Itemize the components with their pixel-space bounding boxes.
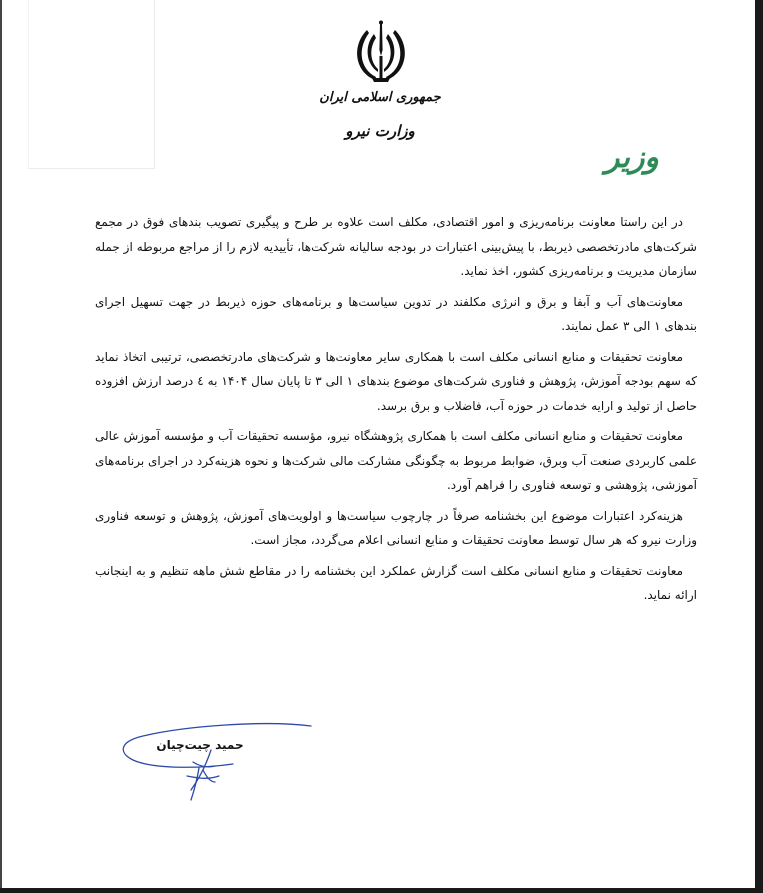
paragraph: هزینه‌کرد اعتبارات موضوع این بخشنامه صرفاً در چارچوب سیاست‌ها و اولویت‌های آموزش، پژوهش و توسعه فناوری وزارت نیرو که هر سال توسط معاونت تحقیقات و منابع انسانی اعلام می‌گردد، مجاز است. (95, 508, 697, 547)
scan-edge-right (755, 0, 763, 893)
scan-edge-left (0, 0, 2, 893)
paragraph: معاونت تحقیقات و منابع انسانی مکلف است گزارش عملکرد این بخشنامه را در مقاطع شش ماهه تنظیم و به اینجانب ارائه نماید. (95, 563, 697, 602)
country-name: جمهوری اسلامی ایران (319, 90, 441, 105)
scan-margin-box (28, 0, 155, 169)
letter-body (95, 210, 697, 614)
paragraph: در این راستا معاونت برنامه‌ریزی و امور اقتصادی، مکلف است علاوه بر طرح و پیگیری تصویب بندهای فوق در مجمع شرکت‌های مادرتخصصی ذیربط، با پیش‌بینی اعتبارات در بودجه سالیانه شرکت‌ها، تأییدیه لازم را از مراجع مربوطه از جمله سازمان مدیریت و برنامه‌ریزی کشور، اخذ نماید. (95, 215, 697, 278)
letter-title: وزیر (605, 140, 659, 175)
paragraph: معاونت‌های آب و آبفا و برق و انرژی مکلفند در تدوین سیاست‌ها و برنامه‌های حوزه ذیربط در جهت تسهیل اجرای بندهای ۱ الی ۳ عمل نمایند. (95, 294, 697, 333)
iran-emblem-icon (345, 20, 417, 90)
signer-name: حمید چیت‌چیان (156, 738, 244, 752)
paragraph: معاونت تحقیقات و منابع انسانی مکلف است با همکاری سایر معاونت‌ها و شرکت‌های مادرتخصصی، ترتیبی اتخاذ نماید که سهم بودجه آموزش، پژوهش و فناوری شرکت‌های موضوع بندهای ۱ الی ۳ تا پایان سال ۱۴۰۴ به ٤ درصد ارزش افزوده حاصل از تولید و ارایه خدمات در حوزه آب، فاضلاب و برق برسد. (95, 349, 697, 413)
signature-mark (115, 720, 315, 810)
scan-edge-bottom (0, 888, 763, 893)
ministry-name: وزارت نیرو (345, 122, 415, 140)
paragraph: معاونت تحقیقات و منابع انسانی مکلف است با همکاری پژوهشگاه نیرو، مؤسسه تحقیقات آب و مؤسسه آموزش عالی علمی کاربردی صنعت آب وبرق، ضوابط مربوط به چگونگی مشارکت مالی شرکت‌ها و نحوه هزینه‌کرد در اجرای برنامه‌های آموزشی، پژوهشی و توسعه فناوری را فراهم آورد. (95, 429, 697, 492)
